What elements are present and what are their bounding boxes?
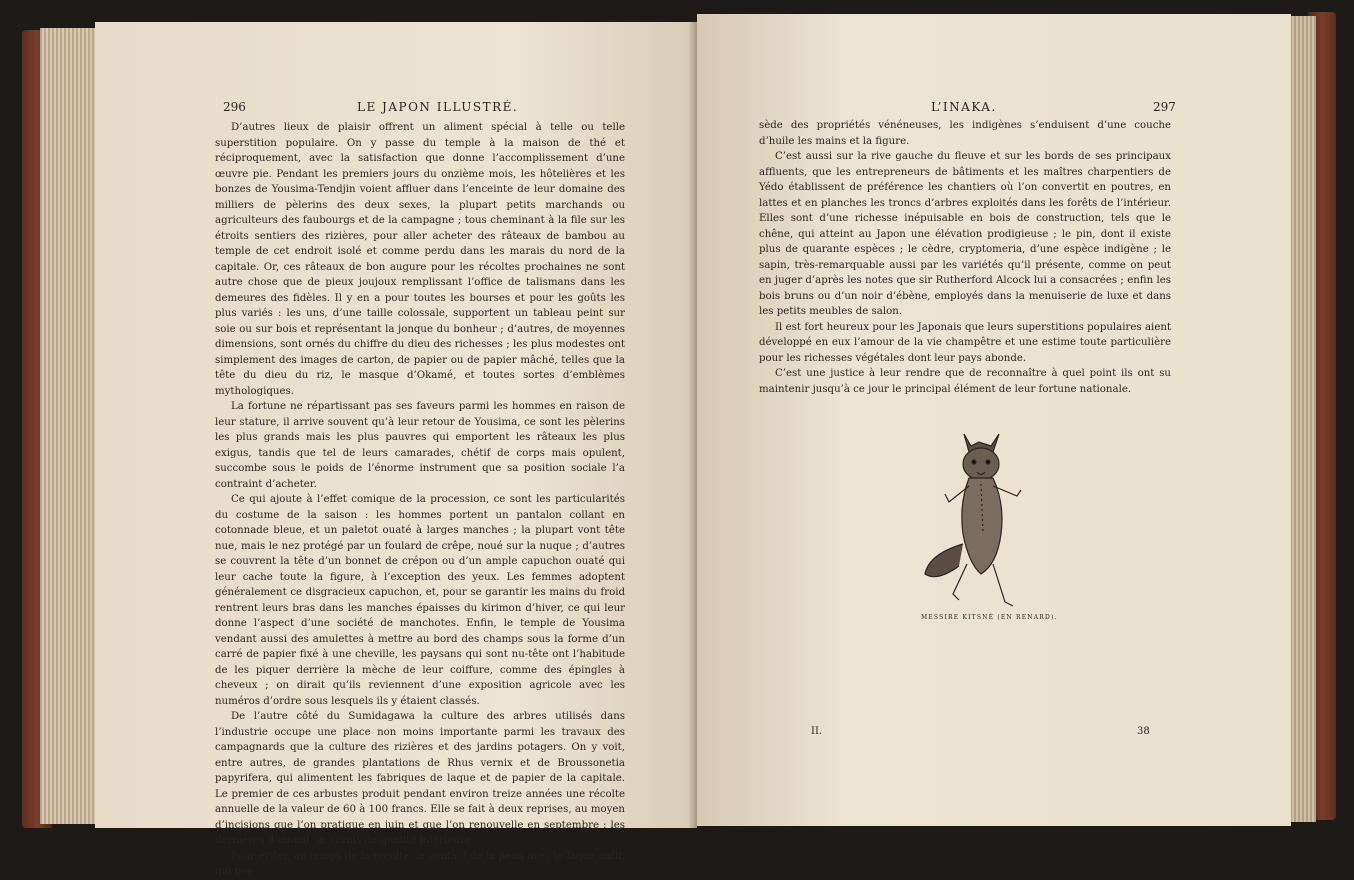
fox-illustration-icon — [919, 424, 1039, 624]
page-number: 297 — [1153, 100, 1176, 114]
running-head: L’INAKA. — [931, 100, 997, 114]
paragraph: C’est aussi sur la rive gauche du fleuve et sur les bords de ses principaux affluents, que les entrepreneurs de bâtiments et les maîtres charpentiers de Yédo établissent de préférence les chantiers où l’on convertit en poutres, en lattes et en planches les troncs d’arbres exploités dans les forêts de l’intérieur. Elles sont d’une richesse inépuisable en bois de construction, tels que le chêne, qui atteint au Japon une élévation prodigieuse ; le pin, dont il existe plus de quarante espèces ; le cèdre, cryptomeria, d’une espèce indigène ; le sapin, très-remarquable aussi par les variétés qu’il présente, comme on peut en juger d’après les notes que sir Rutherford Alcock lui a consacrées ; enfin les bois bruns ou d’un noir d’ébène, employés dans la menuiserie de luxe et dans les petits meubles de salon. — [759, 151, 1171, 317]
right-page — [697, 14, 1291, 826]
paragraph: La fortune ne répartissant pas ses faveurs parmi les hommes en raison de leur stature, il arrive souvent qu’à leur retour de Yousima, ce sont les pèlerins les plus grands mais les plus pauvres qui emportent les râteaux les plus exigus, tandis que tel de leurs camarades, chétif de corps mais opulent, succombe sous le poids de l’énorme instrument que sa position sociale l’a contraint d’acheter. — [215, 401, 625, 490]
signature-mark: II. — [811, 726, 823, 737]
left-page — [95, 22, 697, 877]
paragraph: C’est une justice à leur rendre que de reconnaître à quel point ils ont su maintenir jusqu’à ce jour le principal élément de leur fortune nationale. — [759, 368, 1171, 395]
paragraph: sède des propriétés vénéneuses, les indigènes s’enduisent d’une couche d’huile les mains et la figure. — [759, 120, 1171, 147]
paragraph: Ce qui ajoute à l’effet comique de la procession, ce sont les particularités du costume de la saison : les hommes portent un pantalon collant en cotonnade bleue, et un paletot ouaté à larges manches ; la plupart vont tête nue, mais le nez protégé par un foulard de crêpe, noué sur la nuque ; d’autres se couvrent la tête d’un bonnet de crépon ou d’un ample capuchon ouaté qui leur cache toute la figure, à l’exception des yeux. Les femmes adoptent généralement ce disgracieux capuchon, et, pour se garantir les mains du froid rentrent leurs bras dans les manches épaisses du kirimon d’hiver, ce qui leur donne l’aspect d’une société de manchotes. Enfin, le temple de Yousima vendant aussi des amulettes à mettre au bord des champs sous la forme d’un carré de papier fixé à une cheville, les paysans qui sont nu-tête ont l’habitude de les piquer derrière la mèche de leur coiffure, comme des épingles à cheveux ; on dirait qu’ils reviennent d’une exposition agricole avec les numéros d’ordre sous lesquels ils y étaient classés. — [215, 494, 625, 707]
paragraph: Il est fort heureux pour les Japonais que leurs superstitions populaires aient développé en eux l’amour de la vie champêtre et une estime toute particulière pour les richesses végétales dont leur pays abonde. — [759, 321, 1171, 364]
running-head: LE JAPON ILLUSTRÉ. — [357, 100, 519, 114]
paragraph: Pour éviter, au temps de la récolte, le contact de la peau avec le laque natif, qui pos- — [215, 850, 625, 877]
right-body-text — [759, 118, 1171, 397]
left-body-text — [215, 120, 625, 880]
page-number: 296 — [223, 100, 246, 114]
paragraph: D’autres lieux de plaisir offrent un aliment spécial à telle ou telle superstition populaire. On y passe du temple à la maison de thé et réciproquement, avec la satisfaction que donne l’accomplissement d’une œuvre pie. Pendant les premiers jours du onzième mois, les hôtelières et les bonzes de Yousima-Tendjin voient affluer dans l’enceinte de leur domaine des milliers de pèlerins des deux sexes, la plupart petits marchands ou agriculteurs des faubourgs et de la campagne ; tous cheminant à la file sur les étroits sentiers des rizières, pour aller acheter des râteaux de bambou au temple de cet endroit isolé et comme perdu dans les marais du nord de la capitale. Or, ces râteaux de bon augure pour les récoltes prochaines ne sont autre chose que de pieux joujoux remplissant l’office de talismans dans les demeures des fidèles. Il y en a pour toutes les bourses et pour les goûts les plus variés : les uns, d’une taille colossale, supportent un tableau peint sur soie ou sur bois et représentant la jonque du bonheur ; d’autres, de moyennes dimensions, sont ornés du chiffre du dieu des richesses ; les plus modestes ont simplement des images de carton, de papier ou de papier mâché, telles que la tête du dieu du riz, le masque d’Okamé, et toutes sortes d’emblèmes mythologiques. — [215, 122, 625, 397]
paragraph: De l’autre côté du Sumidagawa la culture des arbres utilisés dans l’industrie occupe une place non moins importante parmi les travaux des campagnards que la culture des rizières et des jardins potagers. On y voit, entre autres, de grandes plantations de Rhus vernix et de Broussonetia papyrifera, qui alimentent les fabriques de laque et de papier de la capitale. Le premier de ces arbustes produit pendant environ treize années une récolte annuelle de la valeur de 60 à 100 francs. Elle se fait à deux reprises, au moyen d’incisions que l’on pratique en juin et que l’on renouvelle en septembre : les dernières donnent un vernis de qualité inférieure. — [215, 711, 625, 846]
signature-number: 38 — [1137, 726, 1150, 737]
figure-caption: MESSIRE KITSNÉ (EN RENARD). — [921, 614, 1058, 621]
left-page-edges — [40, 28, 102, 824]
right-page-edges — [1288, 16, 1316, 822]
